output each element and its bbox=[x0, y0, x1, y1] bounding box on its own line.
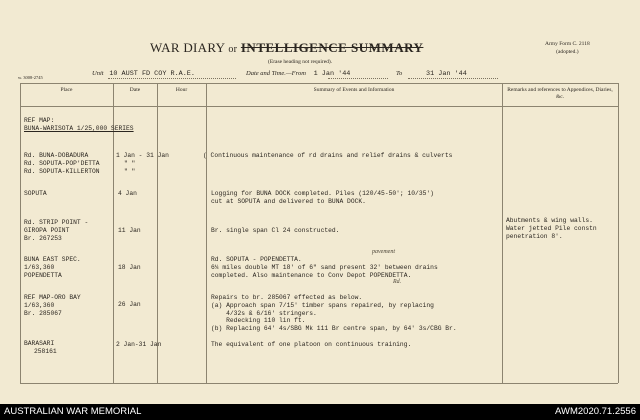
place-line: GIROPA POINT bbox=[24, 226, 70, 234]
title-or: or bbox=[228, 44, 238, 55]
row-refmap-place bbox=[24, 117, 134, 133]
summary-line: 4/32s & 6/16' stringers. bbox=[211, 309, 317, 317]
summary-line: The equivalent of one platoon on continuous training. bbox=[211, 341, 412, 348]
summary-line: cut at SOPUTA and delivered to BUNA DOCK. bbox=[211, 197, 366, 205]
to-label: To bbox=[396, 70, 403, 77]
remarks-line: Water jetted Pile constn bbox=[506, 224, 597, 232]
place-line: Br. 267253 bbox=[24, 234, 62, 242]
place-line: Rd. BUNA-DOBADURA bbox=[24, 152, 89, 159]
place-line: REF MAP: bbox=[24, 117, 55, 124]
to-value: 31 Jan '44 bbox=[426, 70, 467, 78]
remarks-line: Abutments & wing walls. bbox=[506, 217, 593, 224]
col-hour: Hour bbox=[175, 87, 188, 93]
handwritten-note-pavement: pavement bbox=[372, 249, 395, 255]
from-value: 1 Jan '44 bbox=[313, 70, 351, 78]
place-line: 1/63,360 bbox=[24, 301, 55, 309]
row-bunaeast-summary bbox=[211, 256, 438, 279]
summary-line: Logging for BUNA DOCK completed. Piles (120/45-50'; 10/35') bbox=[211, 190, 434, 197]
place-line: 1/63,360 bbox=[24, 263, 55, 271]
summary-line: ( Continuous maintenance of rd drains and relief drains & culverts bbox=[203, 152, 453, 159]
col-remarks: Remarks and references to Appendices, Diaries, &c. bbox=[507, 87, 613, 100]
form-adopted: (adopted.) bbox=[556, 49, 579, 55]
summary-line: (b) Replacing 64' 4s/SBG Mk 111 Br centre span, by 64' 3s/CBG Br. bbox=[211, 325, 457, 333]
date-line: " " bbox=[124, 159, 136, 167]
row-barasari-place bbox=[24, 340, 57, 356]
place-line: BARASARI bbox=[24, 340, 55, 347]
date-line: 1 Jan - 31 Jan bbox=[116, 152, 169, 159]
table-top-rule bbox=[20, 83, 618, 84]
summary-line: Rd. SOPUTA - POPENDETTA. bbox=[211, 256, 302, 263]
place-line: POPENDETTA bbox=[24, 271, 62, 279]
date-line: 2 Jan-31 Jan bbox=[116, 341, 162, 348]
row-roads-summary bbox=[203, 152, 452, 160]
print-code: w. 3008-2745 bbox=[18, 75, 43, 80]
table-header-rule bbox=[20, 106, 618, 107]
summary-line: Br. single span Cl 24 constructed. bbox=[211, 227, 340, 234]
place-line: Rd. SOPUTA-POP'DETTA bbox=[24, 159, 100, 167]
place-line: Br. 285067 bbox=[24, 309, 62, 317]
row-orobay-date bbox=[118, 301, 141, 309]
place-line: Rd. STRIP POINT - bbox=[24, 219, 89, 226]
summary-line: (a) Approach span 7/15' timber spans repaired, by replacing bbox=[211, 301, 434, 309]
summary-line: Redecking 110 lin ft. bbox=[211, 317, 306, 325]
table-bottom-rule bbox=[20, 383, 618, 384]
archive-footer bbox=[0, 404, 640, 420]
place-line: REF MAP-ORO BAY bbox=[24, 294, 81, 301]
unit-line bbox=[92, 69, 195, 78]
col-summary: Summary of Events and Information bbox=[313, 87, 395, 93]
date-line: 11 Jan bbox=[118, 227, 141, 234]
form-number bbox=[545, 40, 590, 56]
form-subtitle: (Erase heading not required). bbox=[268, 59, 333, 65]
footer-institution: AUSTRALIAN WAR MEMORIAL bbox=[4, 406, 142, 417]
row-orobay-summary bbox=[211, 294, 457, 333]
date-range bbox=[246, 69, 350, 78]
date-line: 4 Jan bbox=[118, 190, 137, 197]
summary-line: 6¼ miles double MT 18' of 6" sand present 32' between drains bbox=[211, 263, 438, 271]
col-date: Date bbox=[129, 87, 141, 93]
summary-line: completed. Also maintenance to Conv Depot POPENDETTA. bbox=[211, 271, 412, 279]
row-orobay-place bbox=[24, 294, 81, 317]
footer-accession: AWM2020.71.2556 bbox=[555, 406, 636, 417]
title-struck: INTELLIGENCE SUMMARY bbox=[240, 40, 424, 55]
col-place: Place bbox=[60, 87, 73, 93]
row-barasari-date bbox=[116, 341, 161, 349]
form-title bbox=[150, 40, 423, 56]
row-roads-date bbox=[116, 152, 169, 175]
title-main: WAR DIARY bbox=[150, 40, 225, 55]
row-bunaeast-date bbox=[118, 264, 141, 272]
row-barasari-summary bbox=[211, 341, 411, 349]
remarks-line: penetration 8'. bbox=[506, 232, 563, 240]
row-soputa-date bbox=[118, 190, 137, 198]
place-line: 258161 bbox=[34, 347, 57, 355]
row-strip-place bbox=[24, 219, 88, 242]
place-line: SOPUTA bbox=[24, 190, 47, 197]
row-strip-summary bbox=[211, 227, 339, 235]
to-range bbox=[396, 69, 467, 78]
place-line: BUNA-WARISOTA 1/25,000 SERIES bbox=[24, 124, 134, 132]
row-soputa-place bbox=[24, 190, 47, 198]
row-strip-remarks bbox=[506, 217, 597, 240]
place-line: BUNA EAST SPEC. bbox=[24, 256, 81, 263]
date-line: 26 Jan bbox=[118, 301, 141, 308]
row-bunaeast-place bbox=[24, 256, 81, 279]
row-strip-date bbox=[118, 227, 141, 235]
unit-value: 10 AUST FD COY R.A.E. bbox=[109, 70, 195, 78]
unit-label: Unit bbox=[92, 70, 104, 77]
datetime-label: Date and Time.—From bbox=[246, 70, 306, 77]
summary-line: Repairs to br. 285067 effected as below. bbox=[211, 294, 363, 301]
date-line: " " bbox=[124, 167, 136, 175]
form-number-text: Army Form C. 2118 bbox=[545, 41, 590, 47]
date-line: 18 Jan bbox=[118, 264, 141, 271]
handwritten-note-rd: Rd. bbox=[393, 279, 402, 285]
row-roads-place bbox=[24, 152, 100, 175]
row-soputa-summary bbox=[211, 190, 434, 206]
place-line: Rd. SOPUTA-KILLERTON bbox=[24, 167, 100, 175]
